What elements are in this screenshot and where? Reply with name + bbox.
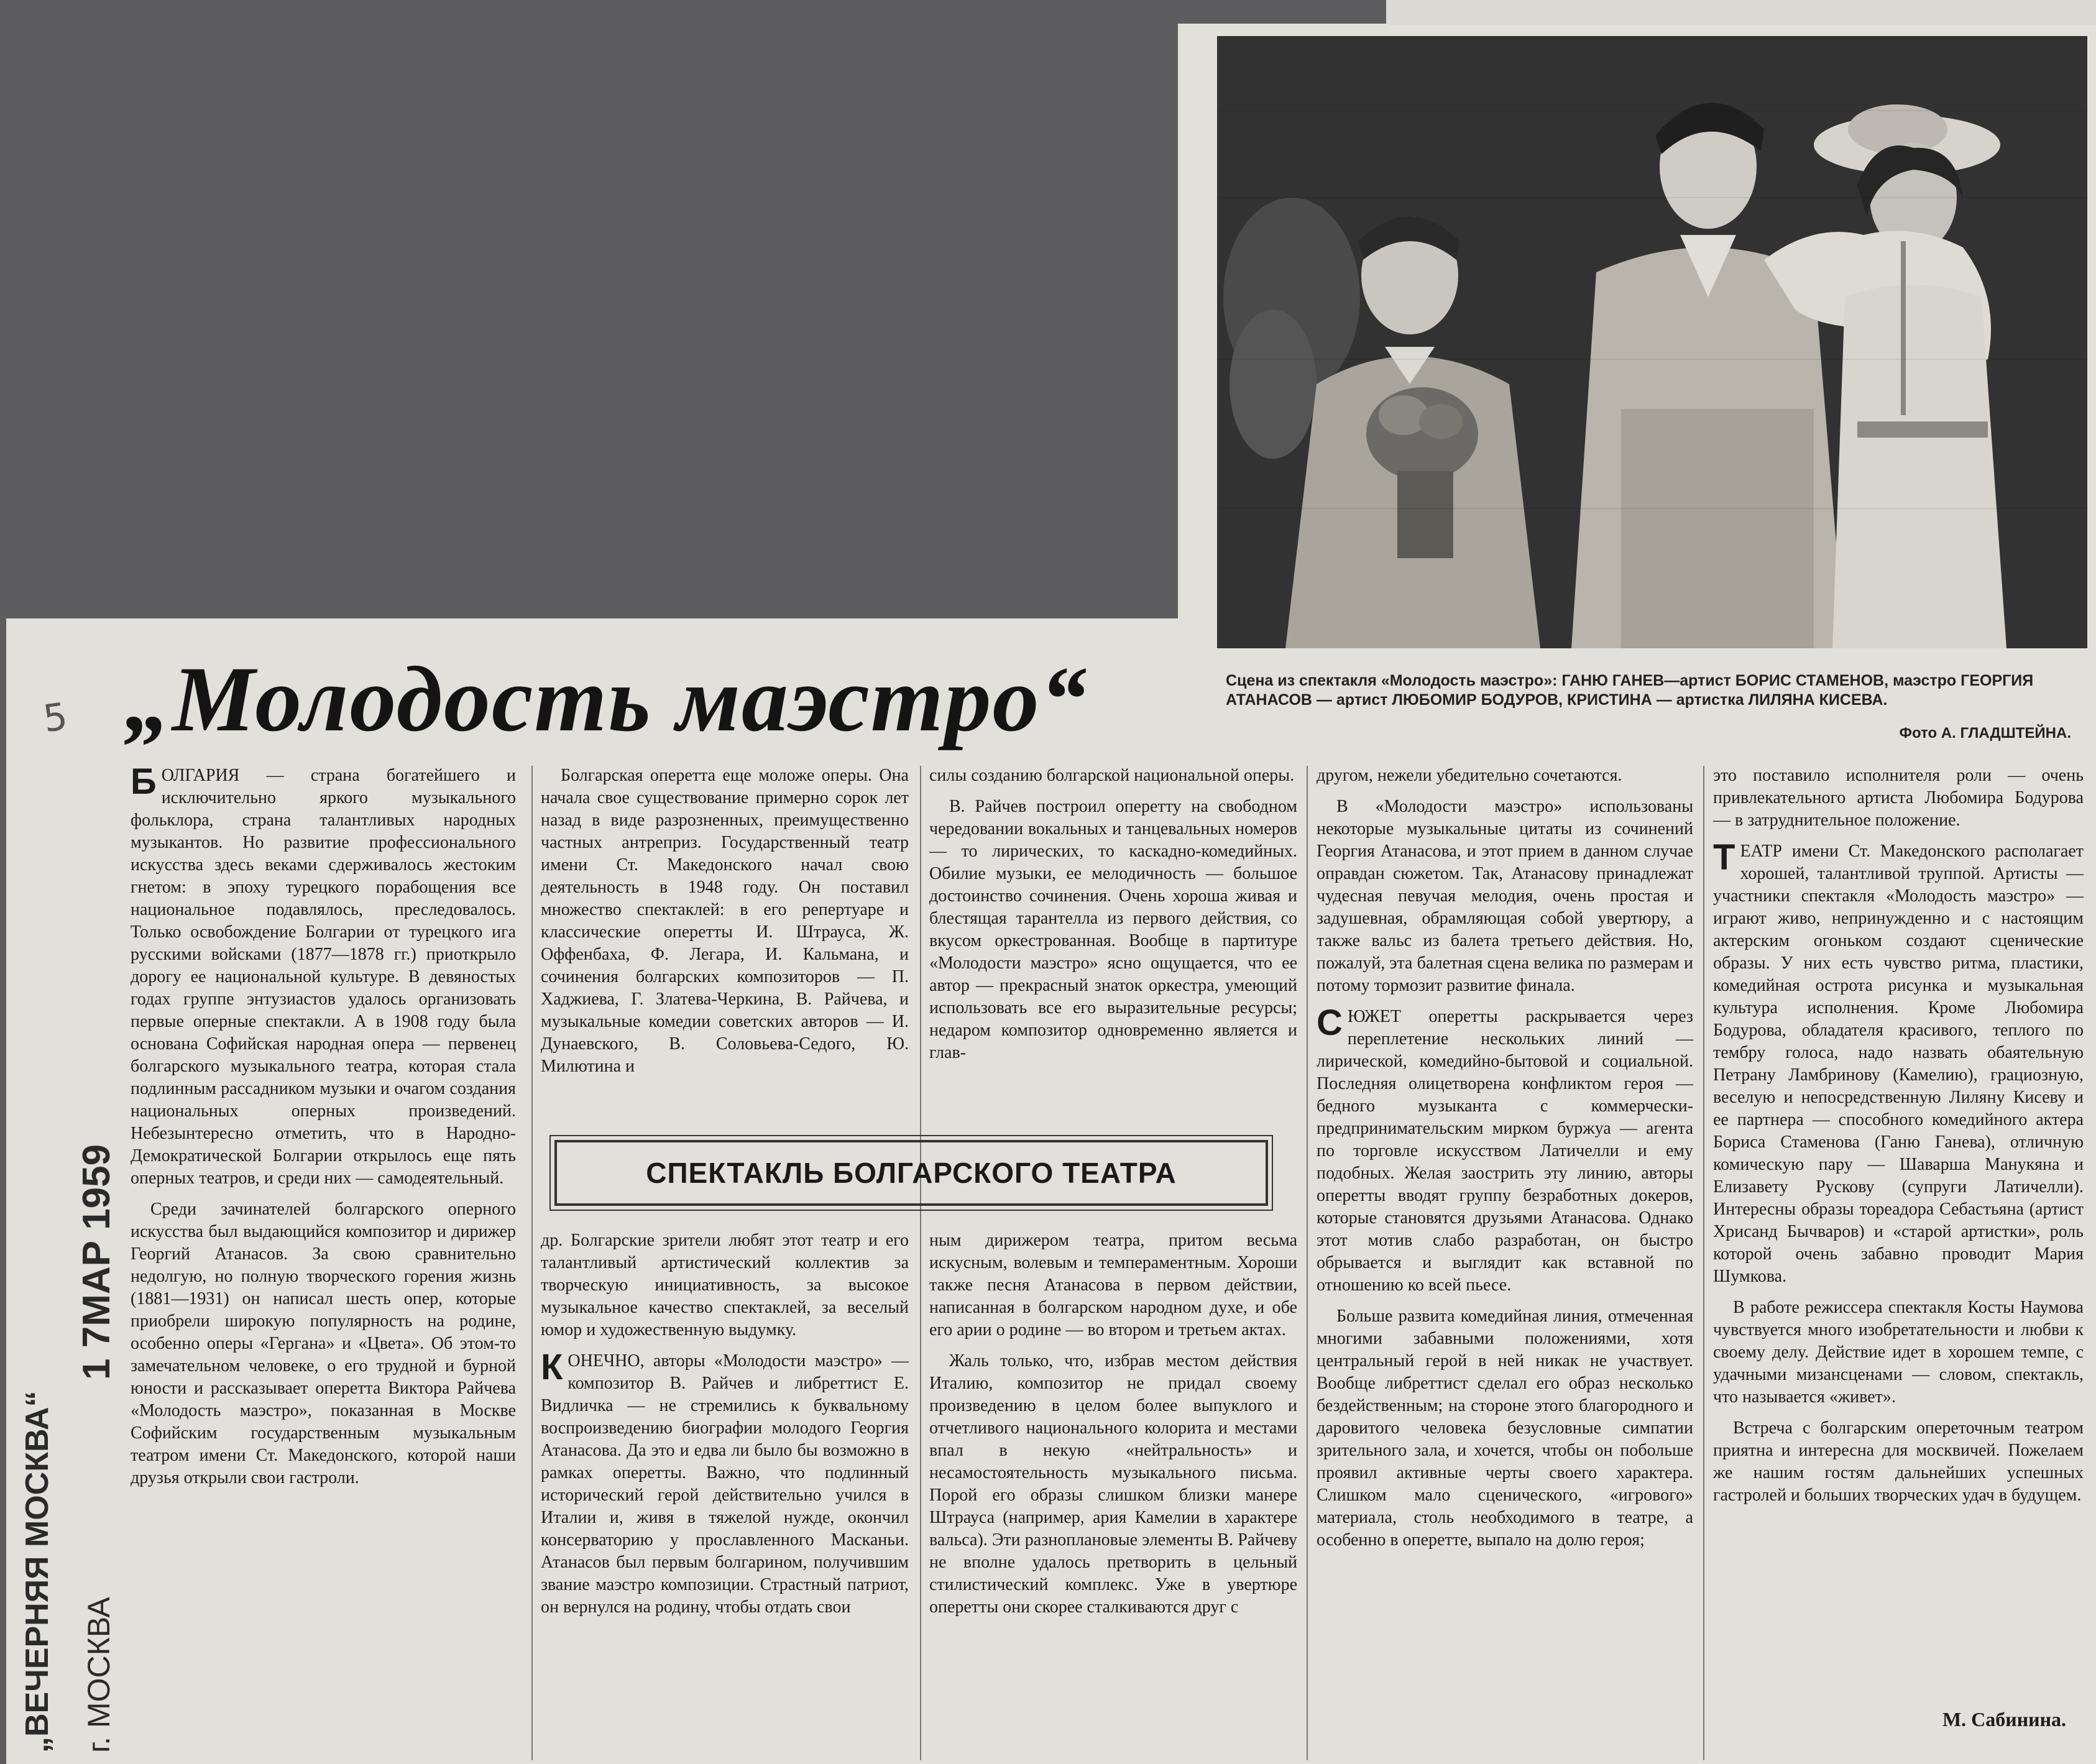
- stamp-newspaper: „ВЕЧЕРНЯЯ МОСКВА“: [19, 1390, 55, 1753]
- section-subhead: СПЕКТАКЛЬ БОЛГАРСКОГО ТЕАТРА: [554, 1140, 1268, 1206]
- column-rule: [1703, 766, 1704, 1760]
- drop-cap: С: [1317, 1003, 1343, 1043]
- drop-cap: К: [541, 1347, 563, 1387]
- article-column-2-bottom: [541, 1229, 909, 1627]
- paragraph: В. Райчев построил оперетту на свободном чередовании вокальных и танцевальных номеров — то лирических, то каскадно-комедийных. Обилие музыки, ее мелодичность — большое достоинство сочинения. Очень хороша живая и блестящая тарантелла из первого действия, со вкусом оркестрованная. Вообще в партитуре «Молодости маэстро» ясно ощущается, что ее автор — прекрасный знаток оркестра, умеющий использовать все его выразительные ресурсы; недаром композитор одновременно является и глав-: [929, 797, 1297, 1062]
- drop-cap: Т: [1713, 837, 1735, 878]
- pencil-mark: 5: [40, 694, 70, 742]
- paragraph: другом, нежели убедительно сочетаются.: [1317, 766, 1622, 785]
- paragraph: [1713, 837, 2084, 1288]
- clipping-top-strip: [1386, 0, 2096, 25]
- paragraph: силы созданию болгарской национальной оперы.: [929, 766, 1295, 785]
- paragraph: др. Болгарские зрители любят этот театр и его талантливый артистический коллектив за творческую инициативность, за высокое музыкальное качество спектаклей, за веселый юмор и художественную выдумку.: [541, 1231, 909, 1339]
- column-rule: [531, 766, 533, 1760]
- paragraph: [131, 761, 516, 1190]
- paragraph: ным дирижером театра, притом весьма искусным, волевым и темпераментным. Хороши также песня Атанасова в первом действии, написанная в болгарском народном духе, и обе его арии о родине — во втором и третьем актах.: [929, 1231, 1297, 1339]
- paragraph-text: ЕАТР имени Ст. Македонского располагает хорошей, талантливой труппой. Артисты — участники спектакля «Молодость маэстро» — играют живо, непринужденно и с настоящим актерским огоньком создают сценические образы. У них есть чувство ритма, пластики, комедийная острота рисунка и музыкальная культура исполнения. Кроме Любомира Бодурова, обладателя красивого, теплого по тембру голоса, надо назвать обаятельную Петрану Ламбринову (Камелию), грациозную, веселую и непосредственную Лиляну Кисеву и ее партнера — способного комедийного актера Бориса Стаменова (Ганю Ганева), отличную комическую пару — Шаварша Манукяна и Елизавету Рускову (супруги Латичелли). Интересны образы тореадора Себастьяна (артист Хрисанд Бычваров) и «старой артистки», роль которой очень забавно проводит Мария Шумкова.: [1713, 842, 2084, 1286]
- newspaper-stamp: [12, 951, 137, 1759]
- paragraph: Болгарская оперетта еще моложе оперы. Она начала свое существование примерно сорок лет назад в виде разрозненных, преимущественно частных антреприз. Государственный театр имени Ст. Македонского начал свою деятельность в 1948 году. Он поставил множество спектаклей: в его репертуаре и классические оперетты И. Штрауса, Ж. Оффенбаха, Ф. Легара, И. Кальмана, и сочинения болгарских композиторов — П. Хаджиева, Г. Златева-Черкина, В. Райчева, и музыкальные комедии советских авторов — И. Дунаевского, В. Соловьева-Седого, Ю. Милютина и: [541, 766, 909, 1076]
- paragraph-text: ОЛГАРИЯ — страна богатейшего и исключительно яркого музыкального фольклора, страна талантливых народных музыкантов. Но развитие профессионального искусства здесь веками сдерживалось жестоким гнетом: в эпоху турецкого порабощения все национальное подавлялось, преследовалось. Только освобождение Болгарии от турецкого ига русскими войсками (1877—1878 гг.) приоткрыло дорогу ее национальной культуре. В девяностых годах группе энтузиастов удалось организовать первые оперные спектакли. А в 1908 году была основана Софийская народная опера — первенец болгарского музыкального театра, которая стала подлинным рассадником музыки и очагом создания национальных оперных произведений. Небезынтересно отметить, что в Народно-Демократической Болгарии открылось еще пять оперных театров, и среди них — самодеятельный.: [131, 766, 516, 1188]
- article-column-3-bottom: [929, 1229, 1297, 1627]
- paragraph-text: ОНЕЧНО, авторы «Молодости маэстро» — композитор В. Райчев и либреттист Е. Видличка — не стремились к буквальному воспроизведению биографии молодого Георгия Атанасова. Да это и едва ли было бы возможно в рамках оперетты. Важно, что подлинный исторический герой действительно учился в Италии и, живя в тяжелой нужде, окончил консерваторию у прославленного Масканьи. Атанасов был первым болгарином, получившим звание маэстро композиции. Страстный патриот, он вернулся на родину, чтобы отдать свои: [541, 1351, 909, 1617]
- article-headline: „Молодость маэстро“: [124, 648, 1088, 751]
- paragraph: Среди зачинателей болгарского оперного искусства был выдающийся композитор и дирижер Георгий Атанасов. За свою сравнительно недолгую, но полную творческого горения жизнь (1881—1931) он написал шесть опер, которые приобрели широкую популярность на родине, особенно оперы «Гергана» и «Цвета». Об этом-то замечательном человеке, о его трудной и бурной юности и рассказывает оперетта Виктора Райчева «Молодость маэстро», показанная в Москве Софийским государственным музыкальным театром имени Ст. Македонского, которой наши друзья открыли свои гастроли.: [131, 1200, 516, 1487]
- column-rule: [1307, 766, 1308, 1760]
- paragraph: это поставило исполнителя роли — очень привлекательного артиста Любомира Бодурова — в затруднительное положение.: [1713, 766, 2084, 830]
- article-column-5: [1713, 765, 2084, 1515]
- paragraph: Жаль только, что, избрав местом действия Италию, композитор не придал своему произведению в целом более выпуклого и отчетливого национального колорита и местами впал в некую «нейтральность» и несамостоятельность музыкального письма. Порой его образы слишком близки манере Штрауса (например, ария Камелии в характере вальса). Эти разноплановые элементы В. Райчеву не вполне удалось претворить в цельный стилистический комплекс. Уже в увертюре оперетты они скорее сталкиваются друг с: [929, 1351, 1297, 1617]
- photo-caption: Сцена из спектакля «Молодость маэстро»: ГАНЮ ГАНЕВ—артист БОРИС СТАМЕНОВ, маэстро ГЕОРГИЯ АТАНАСОВ — артист ЛЮБОМИР БОДУРОВ, КРИСТИНА — артистка ЛИЛЯНА КИСЕВА.: [1226, 672, 2034, 709]
- article-column-2-top: [541, 765, 909, 1086]
- article-column-4: [1317, 765, 1693, 1560]
- paragraph: Больше развита комедийная линия, отмеченная многими забавными положениями, хотя центральный герой в ней никак не участвует. Вообще либреттист сделал его образ несколько бездейственным; на стороне этого благородного и даровитого человека безусловные симпатии зрительного зала, и хочется, чтобы он побольше проявил активные черты своего характера. Слишком мало сценического, «игрового» материала, столь необходимого в театре, а особенно в оперетте, выпало на долю героя;: [1317, 1307, 1693, 1550]
- drop-cap: Б: [131, 761, 157, 802]
- paragraph: Встреча с болгарским опереточным театром приятна и интересна для москвичей. Пожелаем же нашим гостям дальнейших успешных гастролей и больших творческих удач в будущем.: [1713, 1418, 2084, 1505]
- article-column-3-top: [929, 765, 1297, 1073]
- paragraph: [1317, 1003, 1693, 1297]
- paragraph: В работе режиссера спектакля Косты Наумова чувствуется много изобретательности и любви к своему делу. Действие идет в хорошем темпе, с удачными мизансценами — словом, спектакль, что называется «живет».: [1713, 1298, 2084, 1407]
- photo-credit: Фото А. ГЛАДШТЕЙНА.: [1899, 725, 2071, 742]
- scene-photo: [1217, 36, 2087, 648]
- stamp-date: 1 7МАР 1959: [75, 1144, 118, 1380]
- paragraph-text: ЮЖЕТ оперетты раскрывается через переплетение нескольких линий — лирической, комедийно-бытовой и социальной. Последняя олицетворена конфликтом героя — бедного музыканта с коммерчески-предпринимательским мирком буржуа — агента по торговле искусством Латичелли и ему подобных. Желая заострить эту линию, авторы оперетты вводят группу безработных докеров, которые становятся друзьями Атанасова. Однако этот мотив слабо разработан, он быстро обрывается и выглядит как вставной по отношению ко всей пьесе.: [1317, 1007, 1693, 1295]
- article-column-1: [131, 761, 516, 1498]
- author-signature: М. Сабинина.: [1942, 1708, 2066, 1730]
- paragraph: В «Молодости маэстро» использованы некоторые музыкальные цитаты из сочинений Георгия Атанасова, и этот прием в данном случае оправдан сюжетом. Так, Атанасову принадлежат чудесная певучая мелодия, очень простая и задушевная, обрамляющая собой увертюру, а также вальс из балета третьего действия. Но, пожалуй, эта балетная сцена велика по размерам и потому тормозит развитие финала.: [1317, 797, 1693, 995]
- stamp-city: г. МОСКВА: [81, 1597, 116, 1753]
- column-rule: [920, 766, 921, 1760]
- paragraph: [541, 1347, 909, 1619]
